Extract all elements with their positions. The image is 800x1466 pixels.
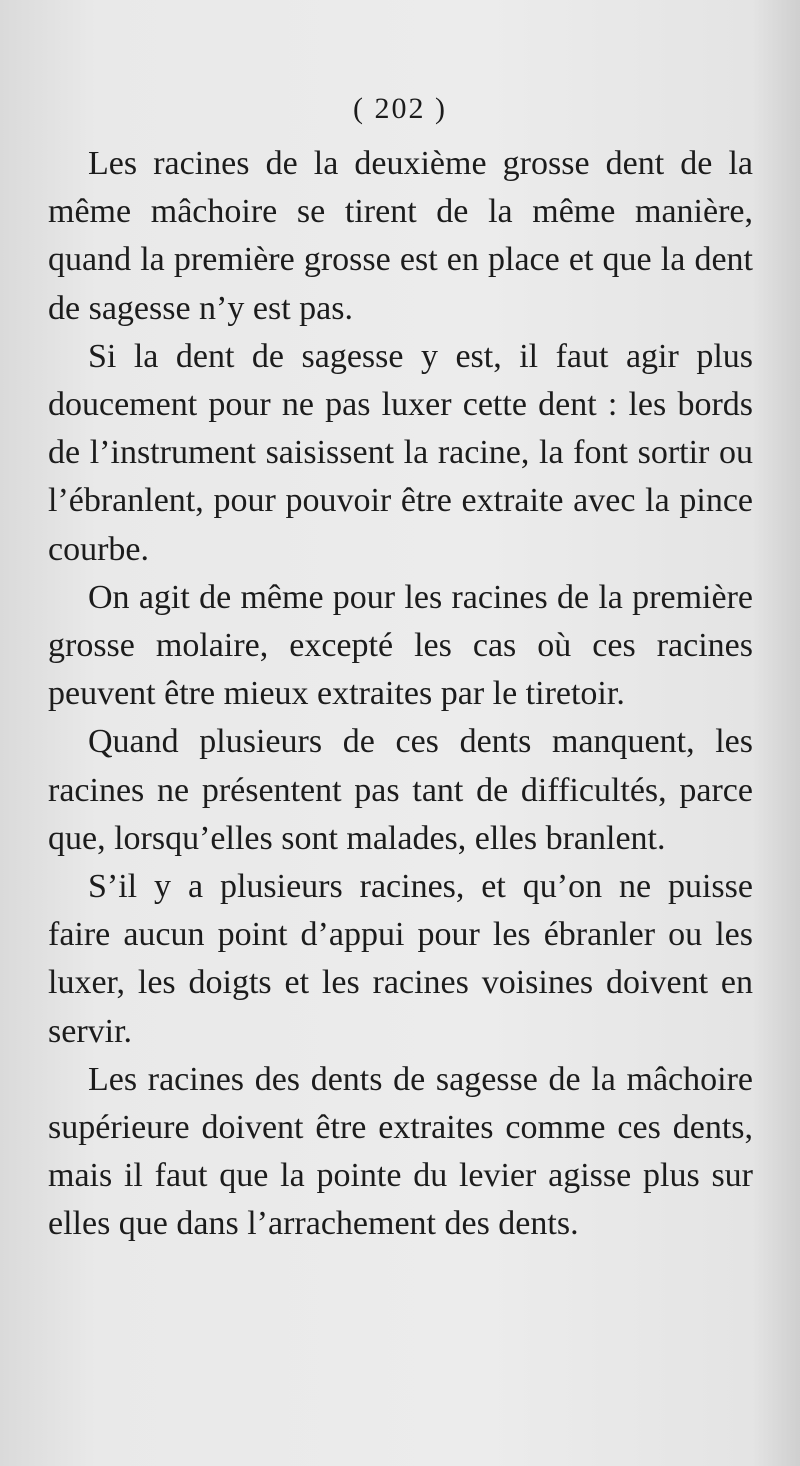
paragraph-2: Si la dent de sagesse y est, il faut agir plus doucement pour ne pas luxer cette dent : les bords de l’instrument saisissent la racine, la font sortir ou l’ébranlent, pour pouvoir être extraite avec la pince courbe.	[48, 337, 753, 568]
paragraph-4: Quand plusieurs de ces dents manquent, les racines ne présentent pas tant de difficultés, parce que, lorsqu’elles sont malades, elles branlent.	[48, 723, 753, 857]
paragraph-1: Les racines de la deuxième grosse dent de la même mâchoire se tirent de la même manière, quand la première grosse est en place et que la dent de sagesse n’y est pas.	[48, 145, 753, 327]
paragraph-3: On agit de même pour les racines de la première grosse molaire, excepté les cas où ces racines peuvent être mieux extraites par le tiretoir.	[48, 578, 753, 713]
page-number: ( 202 )	[353, 92, 447, 125]
paragraph-6: Les racines des dents de sagesse de la mâchoire supérieure doivent être extraites comme ces dents, mais il faut que la pointe du levier agisse plus sur elles que dans l’arrachement des dents.	[48, 1060, 753, 1243]
paragraph-5: S’il y a plusieurs racines, et qu’on ne puisse faire aucun point d’appui pour les ébranler ou les luxer, les doigts et les racines voisines doivent en servir.	[48, 868, 753, 1050]
body-text	[48, 140, 753, 1249]
